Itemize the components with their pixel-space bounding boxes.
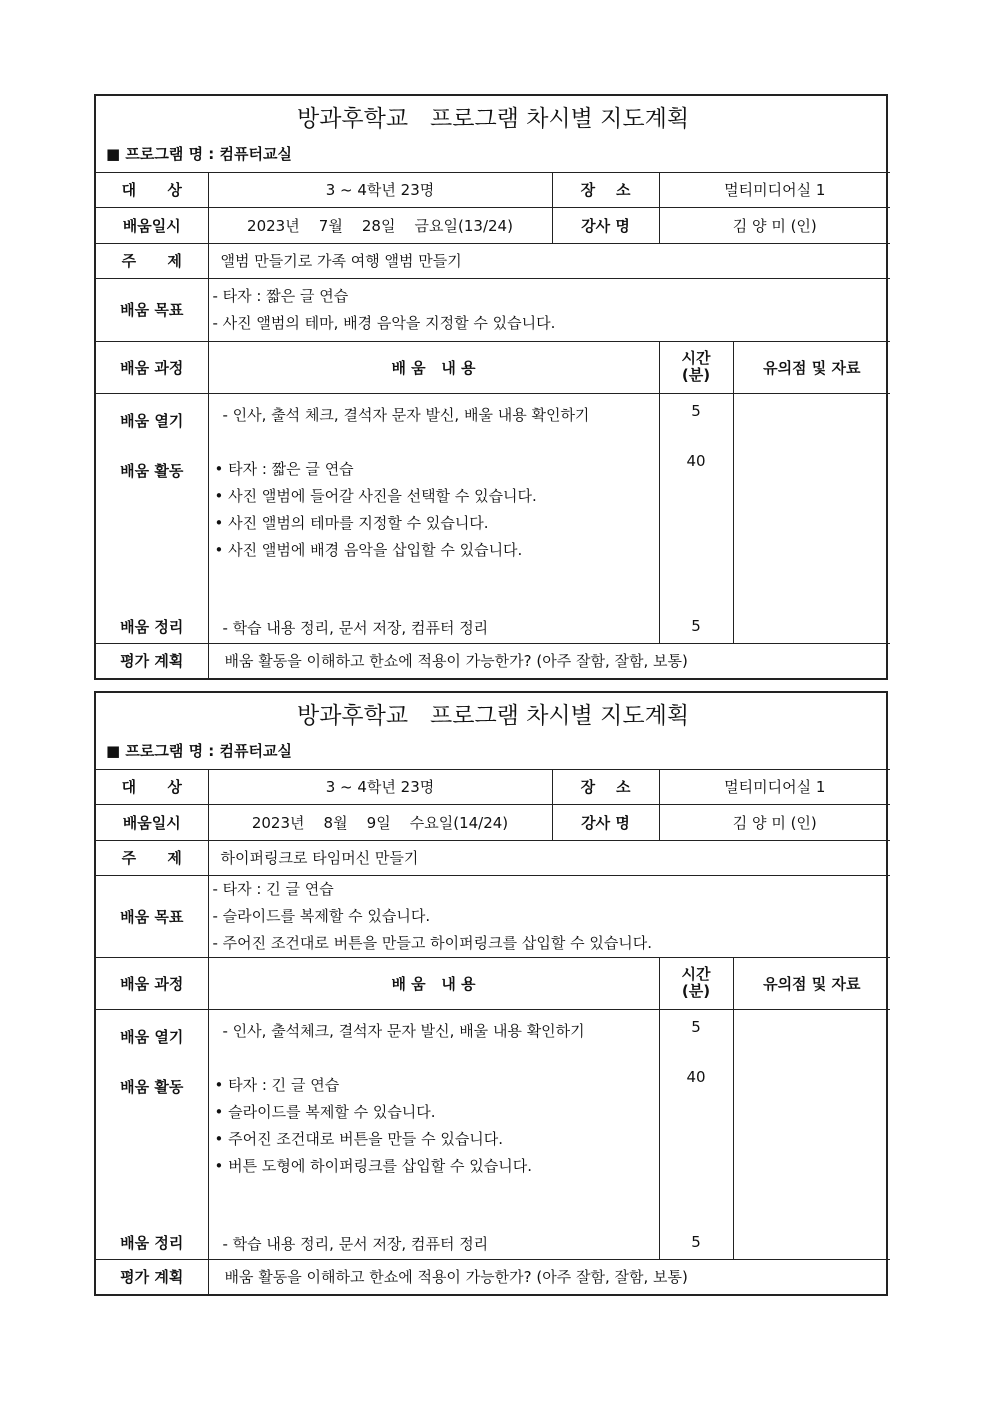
goal-label: 배움 목표	[96, 875, 208, 957]
activity-label: 배움 활동	[120, 1077, 184, 1096]
activity-item: • 사진 앨범의 테마를 지정할 수 있습니다.	[214, 513, 489, 532]
date-label: 배움일시	[96, 207, 208, 243]
target-value: 3 ~ 4학년 23명	[208, 172, 552, 207]
goal-item: - 타자 : 짧은 글 연습	[212, 286, 349, 305]
place-label: 장 소	[552, 769, 659, 804]
goal-label: 배움 목표	[96, 278, 208, 341]
eval-label: 평가 계획	[96, 1259, 208, 1294]
time-column	[659, 1009, 733, 1259]
target-value: 3 ~ 4학년 23명	[208, 769, 552, 804]
process-header: 배움 과정	[96, 341, 208, 393]
date-value: 2023년 7월 28일 금요일(13/24)	[208, 207, 552, 243]
notes-header: 유의점 및 자료	[733, 957, 890, 1009]
teacher-value: 김 양 미 (인)	[659, 804, 890, 840]
opening-label: 배움 열기	[120, 1027, 184, 1046]
goal-list	[208, 278, 890, 341]
goal-item: - 사진 앨범의 테마, 배경 음악을 지정할 수 있습니다.	[212, 313, 556, 332]
teacher-label: 강사 명	[552, 804, 659, 840]
topic-value: 하이퍼링크로 타임머신 만들기	[208, 840, 890, 875]
closing-content: - 학습 내용 정리, 문서 저장, 컴퓨터 정리	[222, 1234, 489, 1253]
activity-item: • 타자 : 긴 글 연습	[214, 1075, 340, 1094]
notes-header: 유의점 및 자료	[733, 341, 890, 393]
opening-content: - 인사, 출석체크, 결석자 문자 발신, 배울 내용 확인하기	[222, 1021, 585, 1040]
activity-item: • 버튼 도형에 하이퍼링크를 삽입할 수 있습니다.	[214, 1156, 533, 1175]
eval-value: 배움 활동을 이해하고 한쇼에 적용이 가능한가? (아주 잘함, 잘함, 보통)	[208, 643, 890, 678]
goal-list	[208, 875, 890, 957]
time-header-unit: (분)	[681, 982, 711, 1000]
date-label: 배움일시	[96, 804, 208, 840]
notes-cell	[733, 1009, 890, 1259]
opening-label: 배움 열기	[120, 411, 184, 430]
activity-time: 40	[686, 451, 706, 470]
process-header: 배움 과정	[96, 957, 208, 1009]
eval-value: 배움 활동을 이해하고 한쇼에 적용이 가능한가? (아주 잘함, 잘함, 보통)	[208, 1259, 890, 1294]
activity-time: 40	[686, 1067, 706, 1086]
eval-label: 평가 계획	[96, 643, 208, 678]
goal-item: - 주어진 조건대로 버튼을 만들고 하이퍼링크를 삽입할 수 있습니다.	[212, 933, 653, 952]
goal-item: - 슬라이드를 복제할 수 있습니다.	[212, 906, 431, 925]
program-name: ■ 프로그램 명 : 컴퓨터교실	[96, 733, 890, 769]
topic-label: 주 제	[96, 840, 208, 875]
closing-time: 5	[691, 1232, 701, 1251]
time-header	[659, 341, 733, 393]
activity-item: • 슬라이드를 복제할 수 있습니다.	[214, 1102, 436, 1121]
time-column	[659, 393, 733, 643]
activity-item: • 타자 : 짧은 글 연습	[214, 459, 354, 478]
content-body	[208, 393, 659, 643]
date-value: 2023년 8월 9일 수요일(14/24)	[208, 804, 552, 840]
closing-label: 배움 정리	[120, 1233, 184, 1252]
goal-item: - 타자 : 긴 글 연습	[212, 879, 334, 898]
content-header: 배 움 내 용	[208, 341, 659, 393]
process-stages	[96, 393, 208, 643]
topic-value: 앨범 만들기로 가족 여행 앨범 만들기	[208, 243, 890, 278]
place-label: 장 소	[552, 172, 659, 207]
target-label: 대 상	[96, 769, 208, 804]
activity-item: • 사진 앨범에 들어갈 사진을 선택할 수 있습니다.	[214, 486, 537, 505]
opening-content: - 인사, 출석 체크, 결석자 문자 발신, 배울 내용 확인하기	[222, 405, 590, 424]
process-stages	[96, 1009, 208, 1259]
program-name: ■ 프로그램 명 : 컴퓨터교실	[96, 136, 890, 172]
place-value: 멀티미디어실 1	[659, 172, 890, 207]
time-header-line: 시간	[681, 965, 711, 983]
plan-title: 방과후학교 프로그램 차시별 지도계획	[297, 702, 690, 729]
time-header-line: 시간	[681, 349, 711, 367]
closing-label: 배움 정리	[120, 617, 184, 636]
place-value: 멀티미디어실 1	[659, 769, 890, 804]
topic-label: 주 제	[96, 243, 208, 278]
opening-time: 5	[691, 1017, 701, 1036]
target-label: 대 상	[96, 172, 208, 207]
activity-item: • 주어진 조건대로 버튼을 만들 수 있습니다.	[214, 1129, 504, 1148]
closing-time: 5	[691, 616, 701, 635]
activity-item: • 사진 앨범에 배경 음악을 삽입할 수 있습니다.	[214, 540, 523, 559]
time-header-unit: (분)	[681, 366, 711, 384]
teacher-value: 김 양 미 (인)	[659, 207, 890, 243]
content-body	[208, 1009, 659, 1259]
lesson-plan-1	[94, 94, 888, 680]
closing-content: - 학습 내용 정리, 문서 저장, 컴퓨터 정리	[222, 618, 489, 637]
time-header	[659, 957, 733, 1009]
notes-cell	[733, 393, 890, 643]
opening-time: 5	[691, 401, 701, 420]
plan-title: 방과후학교 프로그램 차시별 지도계획	[297, 105, 690, 132]
lesson-plan-2	[94, 691, 888, 1296]
activity-label: 배움 활동	[120, 461, 184, 480]
content-header: 배 움 내 용	[208, 957, 659, 1009]
teacher-label: 강사 명	[552, 207, 659, 243]
